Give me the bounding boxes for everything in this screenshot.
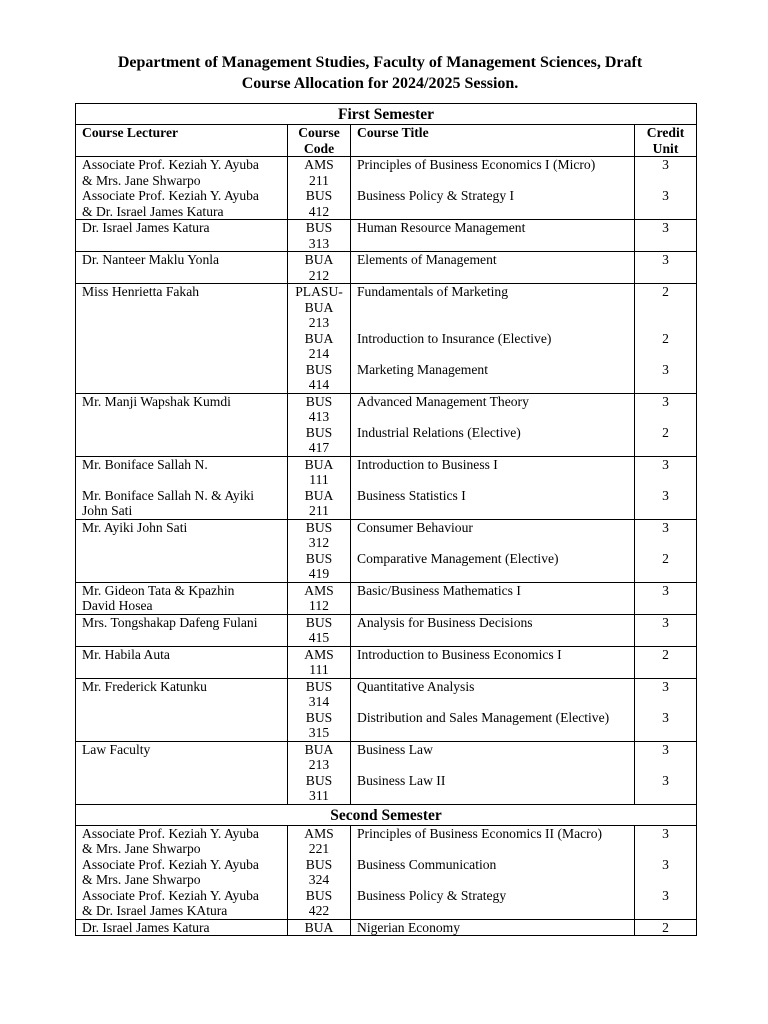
credit-unit: 3	[662, 393, 669, 409]
table-row	[76, 393, 697, 456]
credit-unit-cell	[635, 284, 697, 394]
credit-unit	[641, 409, 690, 425]
course-code: 212	[308, 267, 330, 283]
credit-unit: 3	[662, 582, 669, 598]
course-lecturer: & Dr. Israel James Katura	[82, 203, 224, 219]
course-lecturer: Associate Prof. Keziah Y. Ayuba	[82, 825, 259, 841]
course-code-cell	[288, 825, 351, 919]
course-title-cell	[351, 741, 635, 804]
course-lecturer-cell	[76, 825, 288, 919]
course-lecturer-cell	[76, 157, 288, 220]
credit-unit: 3	[662, 252, 669, 267]
course-lecturer: David Hosea	[82, 598, 153, 613]
table-row	[76, 284, 697, 394]
credit-unit: 2	[662, 284, 669, 299]
course-title	[357, 173, 628, 189]
course-title	[357, 315, 628, 331]
course-code: BUS	[305, 220, 333, 235]
course-code-cell	[288, 220, 351, 252]
course-title: Industrial Relations (Elective)	[357, 424, 521, 440]
semester-title: Second Semester	[76, 804, 697, 825]
course-code-cell	[288, 284, 351, 394]
course-lecturer: Mr. Frederick Katunku	[82, 678, 207, 694]
course-title-cell	[351, 582, 635, 614]
course-title-cell	[351, 220, 635, 252]
credit-unit	[641, 841, 690, 857]
course-code-cell	[288, 252, 351, 284]
course-lecturer-cell	[76, 919, 288, 936]
table-body	[76, 104, 697, 936]
course-lecturer: Dr. Nanteer Maklu Yonla	[82, 252, 220, 267]
course-code: BUS	[305, 519, 333, 535]
header-course-title: Course Title	[351, 125, 635, 157]
course-title-cell	[351, 646, 635, 678]
course-code: 422	[308, 903, 330, 918]
course-lecturer	[82, 472, 281, 488]
credit-unit	[641, 315, 690, 331]
credit-unit	[641, 346, 690, 362]
header-course-code-line: Code	[303, 140, 335, 156]
credit-unit: 2	[662, 646, 669, 662]
credit-unit	[641, 872, 690, 888]
course-code: 211	[309, 503, 329, 518]
title-line-1: Department of Management Studies, Faculty of Management Sciences, Draft	[117, 54, 643, 71]
course-code: BUA	[304, 299, 334, 315]
course-lecturer: & Mrs. Jane Shwarpo	[82, 872, 201, 887]
course-code: PLASU-	[295, 284, 343, 299]
course-allocation-table	[75, 103, 697, 936]
course-title-cell	[351, 393, 635, 456]
course-title: Business Law	[357, 741, 433, 757]
credit-unit-cell	[635, 252, 697, 284]
course-code-cell	[288, 678, 351, 741]
credit-unit: 2	[662, 919, 669, 935]
credit-unit-cell	[635, 519, 697, 582]
course-lecturer-cell	[76, 284, 288, 394]
course-lecturer: Mr. Boniface Sallah N.	[82, 456, 208, 472]
course-code: AMS	[304, 825, 334, 841]
course-lecturer: & Dr. Israel James KAtura	[82, 903, 228, 918]
header-credit-unit	[635, 125, 697, 157]
credit-unit-cell	[635, 919, 697, 936]
course-lecturer-cell	[76, 646, 288, 678]
course-code: BUS	[305, 709, 333, 725]
course-lecturer: & Mrs. Jane Shwarpo	[82, 172, 201, 188]
course-title	[357, 472, 628, 488]
credit-unit-cell	[635, 646, 697, 678]
table-row	[76, 456, 697, 519]
course-lecturer: Associate Prof. Keziah Y. Ayuba	[82, 157, 259, 172]
semester-title: First Semester	[76, 104, 697, 125]
credit-unit: 3	[662, 856, 669, 872]
credit-unit: 2	[662, 330, 669, 346]
course-code: BUS	[305, 393, 333, 409]
course-lecturer-cell	[76, 582, 288, 614]
course-code: BUS	[305, 678, 333, 694]
table-row	[76, 252, 697, 284]
course-lecturer-cell	[76, 678, 288, 741]
course-title: Comparative Management (Elective)	[357, 550, 559, 566]
course-code: 312	[308, 535, 330, 550]
credit-unit: 3	[662, 188, 669, 203]
course-title: Principles of Business Economics II (Macro)	[357, 825, 603, 841]
course-code: AMS	[304, 646, 334, 662]
credit-unit: 3	[662, 772, 669, 788]
course-title-cell	[351, 825, 635, 919]
course-lecturer-cell	[76, 252, 288, 284]
title-line-2: Course Allocation for 2024/2025 Session.	[241, 75, 519, 92]
credit-unit-cell	[635, 157, 697, 220]
course-code: BUS	[305, 424, 333, 440]
course-lecturer-cell	[76, 741, 288, 804]
credit-unit: 3	[662, 741, 669, 757]
credit-unit	[641, 173, 690, 189]
credit-unit: 3	[662, 825, 669, 841]
course-title: Principles of Business Economics I (Micro)	[357, 157, 596, 172]
credit-unit: 3	[662, 487, 669, 503]
course-code: BUS	[305, 361, 333, 377]
course-title: Fundamentals of Marketing	[357, 284, 509, 299]
course-title: Advanced Management Theory	[357, 393, 529, 409]
course-title	[357, 757, 628, 773]
course-code: BUS	[305, 856, 333, 872]
course-code: 112	[309, 598, 329, 613]
course-lecturer: Mr. Gideon Tata & Kpazhin	[82, 582, 235, 598]
header-credit-unit-line: Credit	[646, 125, 685, 140]
course-title-cell	[351, 157, 635, 220]
course-title: Business Law II	[357, 772, 446, 788]
course-lecturer-cell	[76, 519, 288, 582]
credit-unit: 3	[662, 456, 669, 472]
course-title: Introduction to Business Economics I	[357, 646, 562, 662]
course-lecturer: & Mrs. Jane Shwarpo	[82, 841, 201, 856]
credit-unit: 3	[662, 519, 669, 535]
header-course-code-line: Course	[298, 125, 340, 140]
course-code: BUS	[305, 550, 333, 566]
course-title: Basic/Business Mathematics I	[357, 582, 521, 598]
course-code-cell	[288, 614, 351, 646]
course-lecturer-cell	[76, 614, 288, 646]
credit-unit	[641, 535, 690, 551]
course-lecturer-cell	[76, 220, 288, 252]
course-code: BUA	[304, 919, 334, 935]
course-title-cell	[351, 252, 635, 284]
course-title	[357, 841, 628, 857]
credit-unit	[641, 757, 690, 773]
course-code-cell	[288, 741, 351, 804]
credit-unit-cell	[635, 741, 697, 804]
course-title: Analysis for Business Decisions	[357, 614, 533, 630]
course-code: 419	[308, 566, 330, 581]
credit-unit: 3	[662, 709, 669, 725]
course-title-cell	[351, 614, 635, 646]
course-title	[357, 300, 628, 316]
course-code: 315	[308, 725, 330, 740]
course-lecturer: Associate Prof. Keziah Y. Ayuba	[82, 188, 259, 203]
course-code: 314	[308, 694, 330, 709]
table-row	[76, 157, 697, 220]
course-lecturer: Associate Prof. Keziah Y. Ayuba	[82, 856, 259, 872]
credit-unit-cell	[635, 456, 697, 519]
table-row	[76, 614, 697, 646]
course-code: AMS	[304, 157, 334, 172]
course-code: BUA	[304, 456, 334, 472]
credit-unit-cell	[635, 582, 697, 614]
credit-unit-cell	[635, 393, 697, 456]
course-title: Quantitative Analysis	[357, 678, 475, 694]
course-lecturer: Mrs. Tongshakap Dafeng Fulani	[82, 614, 258, 630]
course-code: 415	[308, 630, 330, 645]
course-lecturer: Dr. Israel James Katura	[82, 919, 210, 935]
course-lecturer-cell	[76, 456, 288, 519]
course-title: Human Resource Management	[357, 220, 526, 235]
course-code: BUA	[304, 741, 334, 757]
course-lecturer: Dr. Israel James Katura	[82, 220, 210, 235]
course-title: Nigerian Economy	[357, 919, 461, 935]
course-code: BUA	[304, 252, 334, 267]
column-header-row	[76, 125, 697, 157]
course-code: BUS	[305, 887, 333, 903]
credit-unit-cell	[635, 614, 697, 646]
course-code-cell	[288, 919, 351, 936]
header-credit-unit-line: Unit	[652, 140, 679, 156]
course-code: 214	[308, 346, 330, 361]
course-code: AMS	[304, 582, 334, 598]
document-title	[60, 52, 700, 94]
course-code-cell	[288, 519, 351, 582]
credit-unit: 2	[662, 550, 669, 566]
course-lecturer: John Sati	[82, 503, 133, 518]
course-title	[357, 346, 628, 362]
course-title-cell	[351, 284, 635, 394]
table-row	[76, 678, 697, 741]
course-code-cell	[288, 157, 351, 220]
credit-unit: 3	[662, 157, 669, 172]
credit-unit-cell	[635, 825, 697, 919]
course-title	[357, 409, 628, 425]
credit-unit	[641, 472, 690, 488]
course-title: Consumer Behaviour	[357, 519, 473, 535]
course-title-cell	[351, 678, 635, 741]
table-row	[76, 825, 697, 919]
course-title: Business Policy & Strategy	[357, 887, 507, 903]
course-code: 412	[308, 203, 330, 219]
course-title: Business Statistics I	[357, 487, 466, 503]
table-row	[76, 220, 697, 252]
course-lecturer: Associate Prof. Keziah Y. Ayuba	[82, 887, 259, 903]
course-code: 311	[309, 788, 329, 803]
course-title: Introduction to Business I	[357, 456, 498, 472]
course-title: Business Communication	[357, 856, 497, 872]
course-title: Business Policy & Strategy I	[357, 188, 515, 203]
course-code: 211	[309, 172, 329, 188]
course-code: 111	[309, 662, 329, 677]
credit-unit: 3	[662, 361, 669, 377]
course-title	[357, 872, 628, 888]
credit-unit: 3	[662, 887, 669, 903]
course-code: 213	[308, 757, 330, 772]
credit-unit: 2	[662, 424, 669, 440]
course-code: 413	[308, 409, 330, 424]
credit-unit-cell	[635, 678, 697, 741]
semester-header-row	[76, 104, 697, 125]
credit-unit	[641, 300, 690, 316]
course-lecturer: Law Faculty	[82, 741, 151, 757]
course-code: 221	[308, 841, 330, 856]
credit-unit: 3	[662, 678, 669, 694]
table-row	[76, 519, 697, 582]
course-code: 414	[308, 377, 330, 392]
course-code: BUS	[305, 614, 333, 630]
course-title: Elements of Management	[357, 252, 497, 267]
course-title	[357, 535, 628, 551]
credit-unit: 3	[662, 614, 669, 630]
course-code: 111	[309, 472, 329, 487]
table-row	[76, 741, 697, 804]
semester-header-row	[76, 804, 697, 825]
course-code-cell	[288, 393, 351, 456]
credit-unit	[641, 694, 690, 710]
table-row	[76, 919, 697, 936]
course-title: Distribution and Sales Management (Elective)	[357, 709, 610, 725]
course-code: BUA	[304, 330, 334, 346]
table-row	[76, 646, 697, 678]
course-code: 213	[308, 315, 330, 330]
course-code-cell	[288, 456, 351, 519]
course-code: BUS	[305, 772, 333, 788]
course-title: Introduction to Insurance (Elective)	[357, 330, 552, 346]
credit-unit-cell	[635, 220, 697, 252]
course-lecturer-cell	[76, 393, 288, 456]
course-code: 417	[308, 440, 330, 455]
course-lecturer: Mr. Boniface Sallah N. & Ayiki	[82, 487, 255, 503]
course-code: BUA	[304, 487, 334, 503]
course-lecturer: Miss Henrietta Fakah	[82, 284, 200, 299]
course-lecturer: Mr. Manji Wapshak Kumdi	[82, 393, 231, 409]
header-course-code	[288, 125, 351, 157]
course-code: BUS	[305, 188, 333, 203]
course-title: Marketing Management	[357, 361, 488, 377]
course-title	[357, 694, 628, 710]
course-title-cell	[351, 919, 635, 936]
course-title-cell	[351, 456, 635, 519]
course-code-cell	[288, 646, 351, 678]
table-row	[76, 582, 697, 614]
course-title-cell	[351, 519, 635, 582]
header-course-lecturer: Course Lecturer	[76, 125, 288, 157]
course-lecturer: Mr. Ayiki John Sati	[82, 519, 188, 535]
course-code: 324	[308, 872, 330, 887]
credit-unit: 3	[662, 220, 669, 235]
course-code-cell	[288, 582, 351, 614]
course-code: 313	[308, 235, 330, 251]
course-lecturer: Mr. Habila Auta	[82, 646, 170, 662]
